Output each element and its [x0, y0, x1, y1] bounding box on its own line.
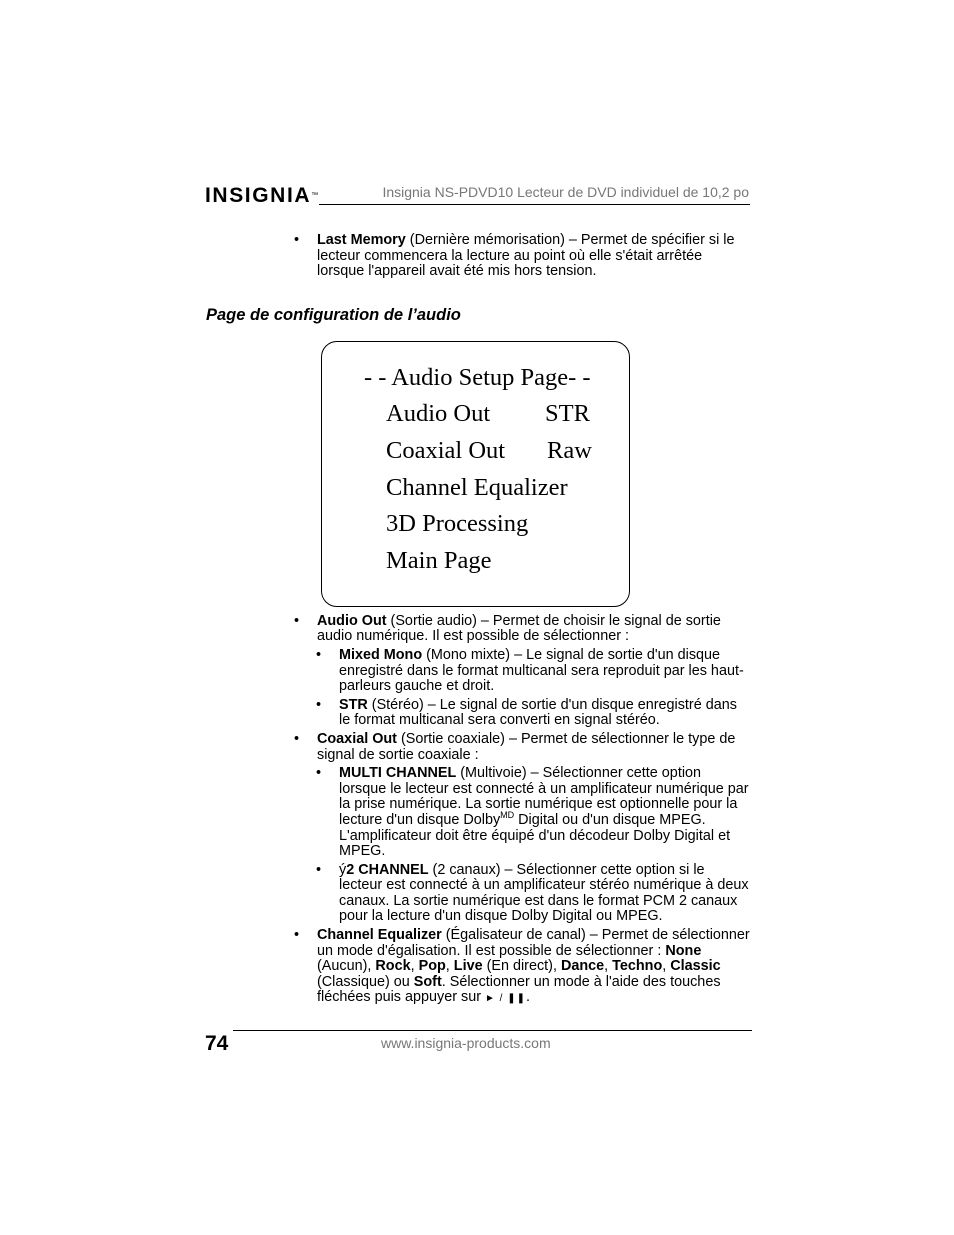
list-item-last-memory: • Last Memory (Dernière mémorisation) – Permet de spécifier si le lecteur commencera la lecture au point où elle s'était arrêtée lorsque l'appareil avait été mis hors tension.	[205, 233, 750, 280]
screen-row-3d-processing: 3D Processing	[386, 510, 529, 538]
screen-row-channel-equalizer: Channel Equalizer	[386, 473, 568, 501]
screen-row-main-page: Main Page	[386, 546, 492, 574]
header-title: Insignia NS-PDVD10 Lecteur de DVD individuel de 10,2 po	[382, 184, 749, 200]
play-pause-icon: ► / ❚❚	[485, 993, 526, 1005]
screen-title: - - Audio Setup Page- -	[364, 363, 591, 391]
list-item-coaxial-out: • Coaxial Out (Sortie coaxiale) – Permet de sélectionner le type de signal de sortie coaxiale : • MULTI CHANNEL (Multivoie) – Sélectionner cette option lorsque le lecteur est connecté à un amplificateur numérique par la prise numérique. La sortie numérique est optionnelle pour la lecture d'un disque Dolby$^{MD}$ Digital ou d'un disque MPEG. L'amplificateur doit être équipé d'un décodeur Dolby Digital et MPEG. • ý2 CHANNEL (2 canaux) – Sélectionner cette option si le lecteur est connecté à un amplificateur stéréo numérique à deux canaux. La sortie numérique est dans le format PCM 2 canaux pour la lecture d'un disque Dolby Digital ou MPEG.	[205, 732, 750, 925]
audio-options-list	[205, 614, 750, 1007]
footer-divider	[233, 1030, 752, 1031]
footer-url: www.insignia-products.com	[381, 1035, 551, 1051]
section-title: Page de configuration de l’audio	[206, 305, 461, 324]
list-item-channel-equalizer: • Channel Equalizer (Égalisateur de canal) – Permet de sélectionner un mode d'égalisation. Il est possible de sélectionner : None (Aucun), Rock, Pop, Live (En direct), Dance, Techno, Classic (Classique) ou Soft. Sélectionner un mode à l'aide des touches fléchées puis appuyer sur ► / ❚❚.	[205, 928, 750, 1007]
list-item-mixed-mono: • Mixed Mono (Mono mixte) – Le signal de sortie d'un disque enregistré dans le format multicanal sera reproduit par les haut-parleurs gauche et droit.	[205, 648, 750, 695]
list-item-audio-out: • Audio Out (Sortie audio) – Permet de choisir le signal de sortie audio numérique. Il est possible de sélectionner : • Mixed Mono (Mono mixte) – Le signal de sortie d'un disque enregistré dans le format multicanal sera reproduit par les haut-parleurs gauche et droit. • STR (Stéréo) – Le signal de sortie d'un disque enregistré dans le format multicanal sera converti en signal stéréo.	[205, 614, 750, 729]
audio-setup-screen	[321, 341, 630, 607]
insignia-logo: INSIGNIA™	[205, 184, 319, 207]
intro-list	[205, 233, 750, 280]
list-item-str: • STR (Stéréo) – Le signal de sortie d'un disque enregistré dans le format multicanal sera converti en signal stéréo.	[205, 698, 750, 729]
screen-row-audio-out: Audio Out STR	[386, 400, 590, 428]
screen-row-coaxial-out: Coaxial Out Raw	[386, 436, 592, 464]
page-number: 74	[205, 1032, 229, 1055]
header-divider	[319, 204, 750, 205]
list-item-multi-channel: • MULTI CHANNEL (Multivoie) – Sélectionner cette option lorsque le lecteur est connecté à un amplificateur numérique par la prise numérique. La sortie numérique est optionnelle pour la lecture d'un disque Dolby$^{MD}$ Digital ou d'un disque MPEG. L'amplificateur doit être équipé d'un décodeur Dolby Digital et MPEG.	[205, 766, 750, 860]
page-content	[205, 233, 750, 1010]
list-item-2-channel: • ý2 CHANNEL (2 canaux) – Sélectionner cette option si le lecteur est connecté à un amplificateur stéréo numérique à deux canaux. La sortie numérique est dans le format PCM 2 canaux pour la lecture d'un disque Dolby Digital ou MPEG.	[205, 863, 750, 925]
